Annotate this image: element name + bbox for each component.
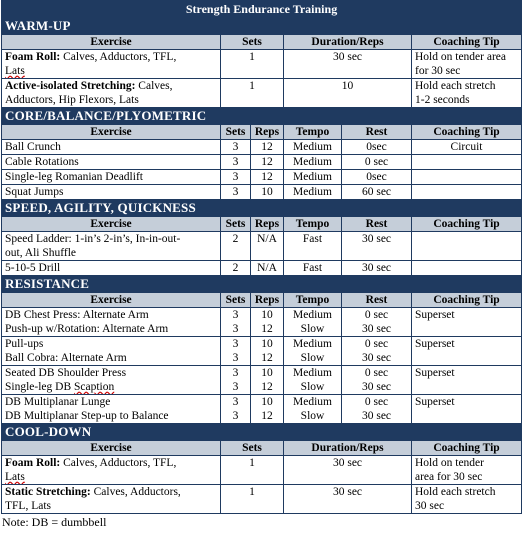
section-header-core (2, 108, 522, 125)
exercise-cell (2, 456, 221, 485)
duration-cell: 30 sec (284, 50, 412, 79)
reps-cell (251, 366, 284, 395)
column-header-row (2, 35, 522, 50)
tip-cell (412, 155, 522, 170)
section-header-resistance (2, 276, 522, 293)
tempo-cell: Medium (284, 170, 342, 185)
tip-line2: 1-2 seconds (415, 94, 470, 106)
section-header-saq (2, 200, 522, 217)
sets-value: 3 (232, 352, 239, 364)
rest-value: 0 sec (364, 396, 389, 408)
table-row (2, 337, 522, 366)
sets-cell (221, 337, 251, 366)
col-reps: Reps (251, 125, 284, 140)
exercise-bold: Foam Roll: (5, 457, 61, 469)
section-title: COOL-DOWN (2, 424, 522, 441)
sets-value: 3 (232, 381, 239, 393)
sets-cell (221, 395, 251, 424)
table-row (2, 456, 522, 485)
exercise-cell (2, 308, 221, 337)
rest-cell (342, 337, 412, 366)
sets-cell: 3 (221, 155, 251, 170)
exercise-cell: Single-leg Romanian Deadlift (2, 170, 221, 185)
table-row (2, 79, 522, 108)
section-title: SPEED, AGILITY, QUICKNESS (2, 200, 522, 217)
exercise-line1: Speed Ladder: 1-in’s 2-in’s, In-in-out- (5, 233, 181, 245)
col-sets: Sets (221, 217, 251, 232)
section-header-cooldown (2, 424, 522, 441)
rest-value: 30 sec (361, 410, 392, 422)
exercise-bold: Active-isolated Stretching: (5, 80, 136, 92)
col-exercise: Exercise (2, 35, 221, 50)
column-header-row (2, 125, 522, 140)
table-row (2, 261, 522, 276)
reps-cell: 12 (251, 155, 284, 170)
reps-cell: 12 (251, 170, 284, 185)
tip-cell (412, 50, 522, 79)
tip-line1: Hold each stretch (415, 486, 496, 498)
title-row (2, 1, 522, 18)
rest-cell (342, 308, 412, 337)
tip-line1: Hold on tender (415, 457, 484, 469)
exercise-cell: Squat Jumps (2, 185, 221, 200)
tempo-value: Slow (300, 381, 325, 393)
tip-cell (412, 170, 522, 185)
tempo-value: Slow (300, 410, 325, 422)
sets-cell: 2 (221, 261, 251, 276)
exercise-line2a: Single-leg DB (5, 381, 74, 393)
reps-cell: 12 (251, 140, 284, 155)
col-exercise: Exercise (2, 217, 221, 232)
rest-value: 30 sec (361, 323, 392, 335)
tip-line1: Hold each stretch (415, 80, 496, 92)
exercise-bold: Static Stretching: (5, 486, 91, 498)
exercise-cell (2, 337, 221, 366)
reps-cell: N/A (251, 232, 284, 261)
exercise-cell (2, 232, 221, 261)
exercise-cell: 5-10-5 Drill (2, 261, 221, 276)
duration-cell: 30 sec (284, 485, 412, 514)
sets-cell: 1 (221, 456, 284, 485)
exercise-bold: Foam Roll: (5, 51, 61, 63)
exercise-line2: Lats (5, 65, 25, 77)
reps-value: 12 (261, 352, 273, 364)
sets-value: 3 (232, 367, 239, 379)
exercise-line2: Lats (5, 471, 25, 483)
tempo-value: Medium (293, 367, 332, 379)
exercise-rest: Calves, Adductors, TFL, (60, 457, 177, 469)
rest-cell: 0sec (342, 140, 412, 155)
tip-cell: Superset (412, 366, 522, 395)
document-title: Strength Endurance Training (2, 1, 522, 18)
table-row (2, 185, 522, 200)
exercise-line2b: Scaption (74, 381, 115, 393)
col-rest: Rest (342, 217, 412, 232)
tip-line2: area for 30 sec (415, 471, 483, 483)
exercise-line2: out, Ali Shuffle (5, 247, 77, 259)
reps-value: 10 (261, 367, 273, 379)
tempo-cell (284, 308, 342, 337)
rest-cell: 30 sec (342, 261, 412, 276)
col-rest: Rest (342, 293, 412, 308)
col-tip: Coaching Tip (412, 35, 522, 50)
tip-cell (412, 485, 522, 514)
tempo-value: Medium (293, 338, 332, 350)
rest-cell: 0 sec (342, 155, 412, 170)
col-duration: Duration/Reps (284, 35, 412, 50)
col-rest: Rest (342, 125, 412, 140)
reps-value: 10 (261, 338, 273, 350)
exercise-line1: Pull-ups (5, 338, 44, 350)
col-tip: Coaching Tip (412, 441, 522, 456)
sets-cell (221, 366, 251, 395)
reps-cell: 10 (251, 185, 284, 200)
table-row (2, 395, 522, 424)
col-tempo: Tempo (284, 217, 342, 232)
column-header-row (2, 441, 522, 456)
reps-cell (251, 308, 284, 337)
tip-cell: Superset (412, 308, 522, 337)
reps-value: 12 (261, 381, 273, 393)
col-reps: Reps (251, 217, 284, 232)
sets-cell: 2 (221, 232, 251, 261)
sets-value: 3 (232, 410, 239, 422)
exercise-cell (2, 395, 221, 424)
sets-cell: 3 (221, 140, 251, 155)
table-row (2, 485, 522, 514)
col-exercise: Exercise (2, 441, 221, 456)
reps-cell (251, 395, 284, 424)
sets-value: 3 (232, 323, 239, 335)
exercise-rest: Calves, Adductors, (90, 486, 181, 498)
tip-cell: Circuit (412, 140, 522, 155)
tempo-value: Medium (293, 309, 332, 321)
rest-cell: 0sec (342, 170, 412, 185)
training-table (1, 0, 522, 514)
rest-cell (342, 395, 412, 424)
reps-value: 12 (261, 323, 273, 335)
tempo-value: Slow (300, 323, 325, 335)
tempo-cell: Medium (284, 140, 342, 155)
duration-cell: 10 (284, 79, 412, 108)
tip-line2: 30 sec (415, 500, 445, 512)
reps-value: 10 (261, 396, 273, 408)
tip-cell (412, 261, 522, 276)
tempo-cell: Medium (284, 155, 342, 170)
exercise-cell (2, 366, 221, 395)
tempo-value: Slow (300, 352, 325, 364)
tip-cell (412, 185, 522, 200)
exercise-line2: TFL, Lats (5, 500, 51, 512)
tempo-cell (284, 395, 342, 424)
reps-cell (251, 337, 284, 366)
reps-value: 12 (261, 410, 273, 422)
rest-value: 30 sec (361, 352, 392, 364)
col-sets: Sets (221, 125, 251, 140)
table-row (2, 366, 522, 395)
col-duration: Duration/Reps (284, 441, 412, 456)
col-reps: Reps (251, 293, 284, 308)
exercise-line2: Ball Cobra: Alternate Arm (5, 352, 127, 364)
exercise-line2: Push-up w/Rotation: Alternate Arm (5, 323, 169, 335)
exercise-line1: DB Multiplanar Lunge (5, 396, 111, 408)
col-exercise: Exercise (2, 293, 221, 308)
rest-cell: 30 sec (342, 232, 412, 261)
col-exercise: Exercise (2, 125, 221, 140)
section-title: WARM-UP (2, 18, 522, 35)
section-header-warmup (2, 18, 522, 35)
table-row (2, 170, 522, 185)
tempo-cell: Fast (284, 232, 342, 261)
footnote: Note: DB = dumbbell (2, 515, 107, 529)
exercise-line1: Seated DB Shoulder Press (5, 367, 127, 379)
col-sets: Sets (221, 293, 251, 308)
tempo-cell: Fast (284, 261, 342, 276)
duration-cell: 30 sec (284, 456, 412, 485)
exercise-line1: DB Chest Press: Alternate Arm (5, 309, 149, 321)
col-tip: Coaching Tip (412, 217, 522, 232)
tip-line1: Hold on tender area (415, 51, 507, 63)
exercise-rest: Calves, Adductors, TFL, (60, 51, 177, 63)
exercise-cell: Ball Crunch (2, 140, 221, 155)
col-tip: Coaching Tip (412, 293, 522, 308)
sets-cell: 1 (221, 79, 284, 108)
rest-cell: 60 sec (342, 185, 412, 200)
table-row (2, 155, 522, 170)
table-row (2, 50, 522, 79)
sets-cell (221, 308, 251, 337)
reps-cell: N/A (251, 261, 284, 276)
rest-cell (342, 366, 412, 395)
exercise-line2: DB Multiplanar Step-up to Balance (5, 410, 169, 422)
sets-cell: 1 (221, 50, 284, 79)
col-sets: Sets (221, 35, 284, 50)
exercise-cell (2, 485, 221, 514)
table-row (2, 140, 522, 155)
sets-cell: 3 (221, 170, 251, 185)
table-row (2, 232, 522, 261)
rest-value: 0 sec (364, 367, 389, 379)
exercise-cell (2, 50, 221, 79)
sets-value: 3 (232, 309, 239, 321)
rest-value: 30 sec (361, 381, 392, 393)
tip-line2: for 30 sec (415, 65, 461, 77)
exercise-cell (2, 79, 221, 108)
tip-cell: Superset (412, 337, 522, 366)
exercise-line2: Adductors, Hip Flexors, Lats (5, 94, 139, 106)
tip-cell: Superset (412, 395, 522, 424)
reps-value: 10 (261, 309, 273, 321)
exercise-cell: Cable Rotations (2, 155, 221, 170)
tip-cell (412, 232, 522, 261)
sets-cell: 1 (221, 485, 284, 514)
tempo-cell (284, 337, 342, 366)
exercise-rest: Calves, (135, 80, 173, 92)
tempo-cell (284, 366, 342, 395)
sets-cell: 3 (221, 185, 251, 200)
column-header-row (2, 217, 522, 232)
sets-value: 3 (232, 338, 239, 350)
col-tip: Coaching Tip (412, 125, 522, 140)
col-tempo: Tempo (284, 293, 342, 308)
tempo-cell: Medium (284, 185, 342, 200)
tip-cell (412, 456, 522, 485)
rest-value: 0 sec (364, 338, 389, 350)
section-title: CORE/BALANCE/PLYOMETRIC (2, 108, 522, 125)
column-header-row (2, 293, 522, 308)
col-sets: Sets (221, 441, 284, 456)
table-row (2, 308, 522, 337)
tempo-value: Medium (293, 396, 332, 408)
sets-value: 3 (232, 396, 239, 408)
rest-value: 0 sec (364, 309, 389, 321)
col-tempo: Tempo (284, 125, 342, 140)
tip-cell (412, 79, 522, 108)
section-title: RESISTANCE (2, 276, 522, 293)
